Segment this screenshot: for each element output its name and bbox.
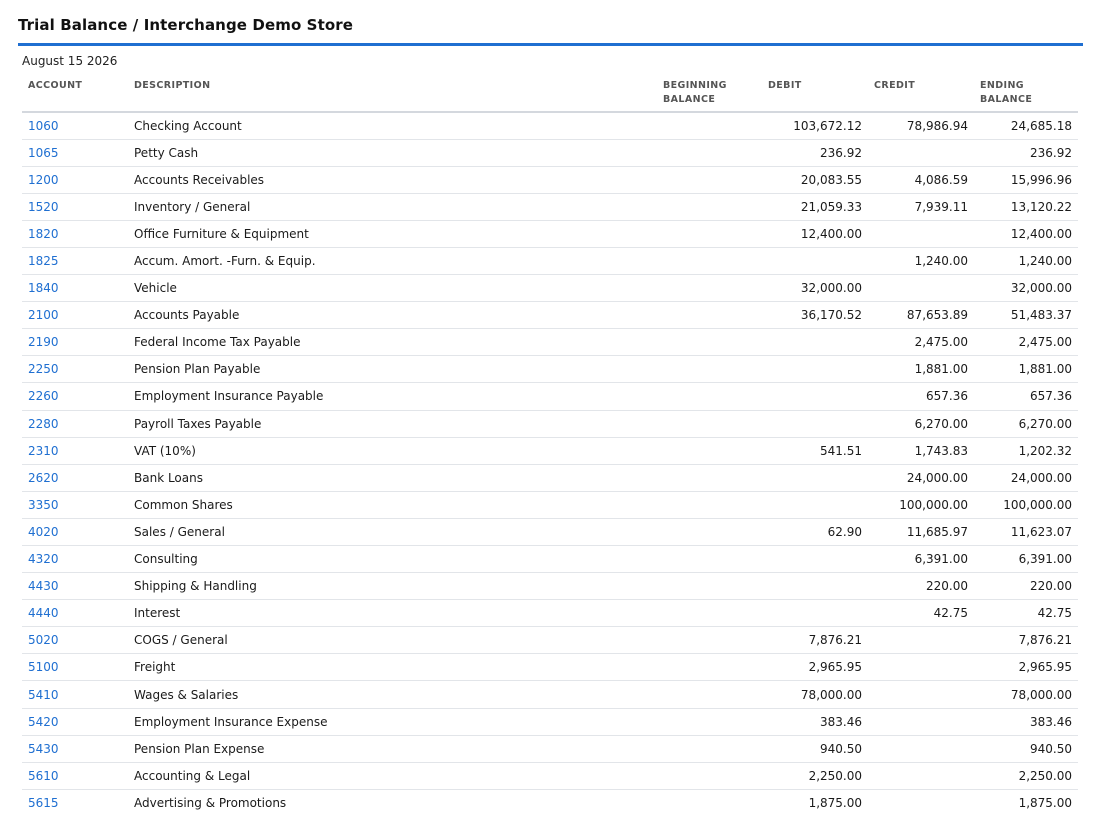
- report-header: [18, 0, 1083, 46]
- account-description: Payroll Taxes Payable: [128, 410, 657, 437]
- account-cell: [22, 464, 128, 491]
- account-link[interactable]: 4020: [28, 524, 59, 539]
- credit-cell: 1,240.00: [868, 247, 974, 274]
- credit-cell: 24,000.00: [868, 464, 974, 491]
- account-link[interactable]: 5610: [28, 768, 59, 783]
- beginning-balance-cell: [657, 383, 762, 410]
- debit-cell: 62.90: [762, 518, 868, 545]
- beginning-balance-cell: [657, 464, 762, 491]
- account-description: Bank Loans: [128, 464, 657, 491]
- account-link[interactable]: 3350: [28, 497, 59, 512]
- ending-balance-cell: 1,240.00: [974, 247, 1078, 274]
- debit-cell: [762, 464, 868, 491]
- account-cell: [22, 112, 128, 139]
- table-row: [22, 573, 1078, 600]
- table-row: [22, 546, 1078, 573]
- column-header-ending-balance: ENDING BALANCE: [974, 76, 1078, 112]
- credit-cell: [868, 627, 974, 654]
- ending-balance-cell: 11,623.07: [974, 518, 1078, 545]
- account-description: Pension Plan Expense: [128, 735, 657, 762]
- table-row: [22, 139, 1078, 166]
- table-row: [22, 762, 1078, 789]
- ending-balance-cell: 78,000.00: [974, 681, 1078, 708]
- debit-cell: 383.46: [762, 708, 868, 735]
- beginning-balance-cell: [657, 220, 762, 247]
- account-cell: [22, 139, 128, 166]
- beginning-balance-cell: [657, 356, 762, 383]
- ending-balance-cell: 7,876.21: [974, 627, 1078, 654]
- table-row: [22, 627, 1078, 654]
- credit-cell: [868, 220, 974, 247]
- account-cell: [22, 654, 128, 681]
- account-link[interactable]: 2260: [28, 389, 59, 404]
- account-description: Federal Income Tax Payable: [128, 329, 657, 356]
- account-link[interactable]: 4430: [28, 579, 59, 594]
- account-link[interactable]: 5100: [28, 660, 59, 675]
- table-row: [22, 356, 1078, 383]
- account-link[interactable]: 1840: [28, 281, 59, 296]
- table-row: [22, 654, 1078, 681]
- account-description: Petty Cash: [128, 139, 657, 166]
- table-row: [22, 302, 1078, 329]
- account-description: COGS / General: [128, 627, 657, 654]
- debit-cell: 20,083.55: [762, 166, 868, 193]
- credit-cell: 657.36: [868, 383, 974, 410]
- table-row: [22, 681, 1078, 708]
- ending-balance-cell: 12,400.00: [974, 220, 1078, 247]
- beginning-balance-cell: [657, 437, 762, 464]
- ending-balance-cell: 1,881.00: [974, 356, 1078, 383]
- account-description: Consulting: [128, 546, 657, 573]
- beginning-balance-cell: [657, 627, 762, 654]
- beginning-balance-cell: [657, 275, 762, 302]
- debit-cell: 7,876.21: [762, 627, 868, 654]
- table-row: [22, 789, 1078, 816]
- credit-cell: 100,000.00: [868, 491, 974, 518]
- beginning-balance-cell: [657, 112, 762, 139]
- credit-cell: [868, 789, 974, 816]
- debit-cell: 103,672.12: [762, 112, 868, 139]
- header-row: [22, 76, 1078, 112]
- account-description: Office Furniture & Equipment: [128, 220, 657, 247]
- beginning-balance-cell: [657, 600, 762, 627]
- table-row: [22, 518, 1078, 545]
- account-description: Accounting & Legal: [128, 762, 657, 789]
- account-description: Inventory / General: [128, 193, 657, 220]
- debit-cell: 236.92: [762, 139, 868, 166]
- account-description: Pension Plan Payable: [128, 356, 657, 383]
- debit-cell: [762, 383, 868, 410]
- beginning-balance-cell: [657, 491, 762, 518]
- account-cell: [22, 356, 128, 383]
- ending-balance-cell: 15,996.96: [974, 166, 1078, 193]
- ending-balance-cell: 2,475.00: [974, 329, 1078, 356]
- ending-balance-cell: 1,202.32: [974, 437, 1078, 464]
- table-row: [22, 708, 1078, 735]
- account-description: Vehicle: [128, 275, 657, 302]
- report-date: August 15 2026: [22, 54, 118, 68]
- account-cell: [22, 546, 128, 573]
- table-row: [22, 329, 1078, 356]
- account-description: Accounts Receivables: [128, 166, 657, 193]
- beginning-balance-cell: [657, 708, 762, 735]
- account-description: VAT (10%): [128, 437, 657, 464]
- debit-cell: [762, 600, 868, 627]
- table-row: [22, 275, 1078, 302]
- credit-cell: [868, 735, 974, 762]
- ending-balance-cell: 32,000.00: [974, 275, 1078, 302]
- debit-cell: 12,400.00: [762, 220, 868, 247]
- debit-cell: [762, 410, 868, 437]
- account-link[interactable]: 1825: [28, 254, 59, 269]
- ending-balance-cell: 657.36: [974, 383, 1078, 410]
- account-description: Interest: [128, 600, 657, 627]
- credit-cell: 220.00: [868, 573, 974, 600]
- column-header-description: DESCRIPTION: [128, 76, 657, 112]
- account-cell: [22, 762, 128, 789]
- debit-cell: [762, 247, 868, 274]
- credit-cell: [868, 708, 974, 735]
- account-link[interactable]: 2250: [28, 362, 59, 377]
- account-description: Wages & Salaries: [128, 681, 657, 708]
- debit-cell: [762, 356, 868, 383]
- account-link[interactable]: 5430: [28, 741, 59, 756]
- beginning-balance-cell: [657, 329, 762, 356]
- account-description: Advertising & Promotions: [128, 789, 657, 816]
- beginning-balance-cell: [657, 247, 762, 274]
- beginning-balance-cell: [657, 735, 762, 762]
- debit-cell: [762, 329, 868, 356]
- account-link[interactable]: 5410: [28, 687, 59, 702]
- account-cell: [22, 275, 128, 302]
- ending-balance-cell: 1,875.00: [974, 789, 1078, 816]
- credit-cell: 1,743.83: [868, 437, 974, 464]
- account-cell: [22, 166, 128, 193]
- account-link[interactable]: 1065: [28, 145, 59, 160]
- ending-balance-cell: 2,965.95: [974, 654, 1078, 681]
- beginning-balance-cell: [657, 654, 762, 681]
- account-cell: [22, 681, 128, 708]
- account-cell: [22, 302, 128, 329]
- ending-balance-cell: 2,250.00: [974, 762, 1078, 789]
- beginning-balance-cell: [657, 762, 762, 789]
- account-link[interactable]: 4320: [28, 552, 59, 567]
- debit-cell: 32,000.00: [762, 275, 868, 302]
- beginning-balance-cell: [657, 139, 762, 166]
- account-cell: [22, 193, 128, 220]
- ending-balance-cell: 51,483.37: [974, 302, 1078, 329]
- table-row: [22, 247, 1078, 274]
- credit-cell: 7,939.11: [868, 193, 974, 220]
- account-cell: [22, 410, 128, 437]
- account-link[interactable]: 2190: [28, 335, 59, 350]
- credit-cell: [868, 762, 974, 789]
- credit-cell: 78,986.94: [868, 112, 974, 139]
- table-row: [22, 193, 1078, 220]
- account-cell: [22, 789, 128, 816]
- credit-cell: 11,685.97: [868, 518, 974, 545]
- debit-cell: 940.50: [762, 735, 868, 762]
- beginning-balance-cell: [657, 573, 762, 600]
- account-cell: [22, 600, 128, 627]
- debit-cell: [762, 491, 868, 518]
- account-link[interactable]: 1520: [28, 199, 59, 214]
- ending-balance-cell: 100,000.00: [974, 491, 1078, 518]
- report-title: Trial Balance / Interchange Demo Store: [18, 16, 354, 34]
- credit-cell: 4,086.59: [868, 166, 974, 193]
- credit-cell: 6,270.00: [868, 410, 974, 437]
- debit-cell: 21,059.33: [762, 193, 868, 220]
- account-cell: [22, 247, 128, 274]
- ending-balance-cell: 383.46: [974, 708, 1078, 735]
- account-link[interactable]: 2100: [28, 308, 59, 323]
- account-description: Common Shares: [128, 491, 657, 518]
- account-cell: [22, 491, 128, 518]
- beginning-balance-cell: [657, 302, 762, 329]
- account-link[interactable]: 2620: [28, 470, 59, 485]
- credit-cell: [868, 654, 974, 681]
- table-row: [22, 112, 1078, 139]
- beginning-balance-cell: [657, 789, 762, 816]
- table-row: [22, 464, 1078, 491]
- account-link[interactable]: 5615: [28, 795, 59, 810]
- ending-balance-cell: 6,270.00: [974, 410, 1078, 437]
- account-link[interactable]: 5420: [28, 714, 59, 729]
- debit-cell: [762, 546, 868, 573]
- debit-cell: [762, 573, 868, 600]
- ending-balance-cell: 6,391.00: [974, 546, 1078, 573]
- ending-balance-cell: 236.92: [974, 139, 1078, 166]
- account-link[interactable]: 1200: [28, 172, 59, 187]
- credit-cell: [868, 275, 974, 302]
- beginning-balance-cell: [657, 166, 762, 193]
- account-cell: [22, 220, 128, 247]
- debit-cell: 36,170.52: [762, 302, 868, 329]
- column-header-credit: CREDIT: [868, 76, 974, 112]
- debit-cell: 541.51: [762, 437, 868, 464]
- account-cell: [22, 329, 128, 356]
- account-description: Shipping & Handling: [128, 573, 657, 600]
- table-row: [22, 437, 1078, 464]
- beginning-balance-label-line2: BALANCE: [663, 94, 716, 105]
- table-row: [22, 735, 1078, 762]
- account-cell: [22, 627, 128, 654]
- column-header-account: ACCOUNT: [22, 76, 128, 112]
- credit-cell: 42.75: [868, 600, 974, 627]
- account-description: Sales / General: [128, 518, 657, 545]
- account-cell: [22, 518, 128, 545]
- account-description: Accum. Amort. -Furn. & Equip.: [128, 247, 657, 274]
- credit-cell: 2,475.00: [868, 329, 974, 356]
- table-row: [22, 383, 1078, 410]
- ending-balance-cell: 24,000.00: [974, 464, 1078, 491]
- ending-balance-cell: 24,685.18: [974, 112, 1078, 139]
- account-description: Employment Insurance Payable: [128, 383, 657, 410]
- account-cell: [22, 573, 128, 600]
- credit-cell: 1,881.00: [868, 356, 974, 383]
- account-cell: [22, 735, 128, 762]
- account-link[interactable]: 1820: [28, 226, 59, 241]
- table-row: [22, 410, 1078, 437]
- account-link[interactable]: 2310: [28, 443, 59, 458]
- table-row: [22, 491, 1078, 518]
- ending-balance-cell: 220.00: [974, 573, 1078, 600]
- account-link[interactable]: 5020: [28, 633, 59, 648]
- account-link[interactable]: 1060: [28, 118, 59, 133]
- table-header: [22, 76, 1078, 112]
- column-header-debit: DEBIT: [762, 76, 868, 112]
- account-link[interactable]: 2280: [28, 416, 59, 431]
- credit-cell: 6,391.00: [868, 546, 974, 573]
- debit-cell: 1,875.00: [762, 789, 868, 816]
- account-cell: [22, 383, 128, 410]
- table-row: [22, 166, 1078, 193]
- account-cell: [22, 708, 128, 735]
- account-description: Accounts Payable: [128, 302, 657, 329]
- debit-cell: 78,000.00: [762, 681, 868, 708]
- account-description: Checking Account: [128, 112, 657, 139]
- table-row: [22, 220, 1078, 247]
- ending-balance-cell: 940.50: [974, 735, 1078, 762]
- table-body: [22, 112, 1078, 816]
- account-cell: [22, 437, 128, 464]
- credit-cell: [868, 681, 974, 708]
- beginning-balance-cell: [657, 518, 762, 545]
- beginning-balance-cell: [657, 410, 762, 437]
- account-link[interactable]: 4440: [28, 606, 59, 621]
- column-header-beginning-balance: [657, 76, 762, 112]
- debit-cell: 2,965.95: [762, 654, 868, 681]
- account-description: Freight: [128, 654, 657, 681]
- beginning-balance-cell: [657, 546, 762, 573]
- debit-cell: 2,250.00: [762, 762, 868, 789]
- ending-balance-cell: 42.75: [974, 600, 1078, 627]
- ending-balance-cell: 13,120.22: [974, 193, 1078, 220]
- credit-cell: [868, 139, 974, 166]
- beginning-balance-label-line1: BEGINNING: [663, 80, 727, 91]
- trial-balance-table: [22, 76, 1078, 816]
- beginning-balance-cell: [657, 681, 762, 708]
- account-description: Employment Insurance Expense: [128, 708, 657, 735]
- credit-cell: 87,653.89: [868, 302, 974, 329]
- beginning-balance-cell: [657, 193, 762, 220]
- table-row: [22, 600, 1078, 627]
